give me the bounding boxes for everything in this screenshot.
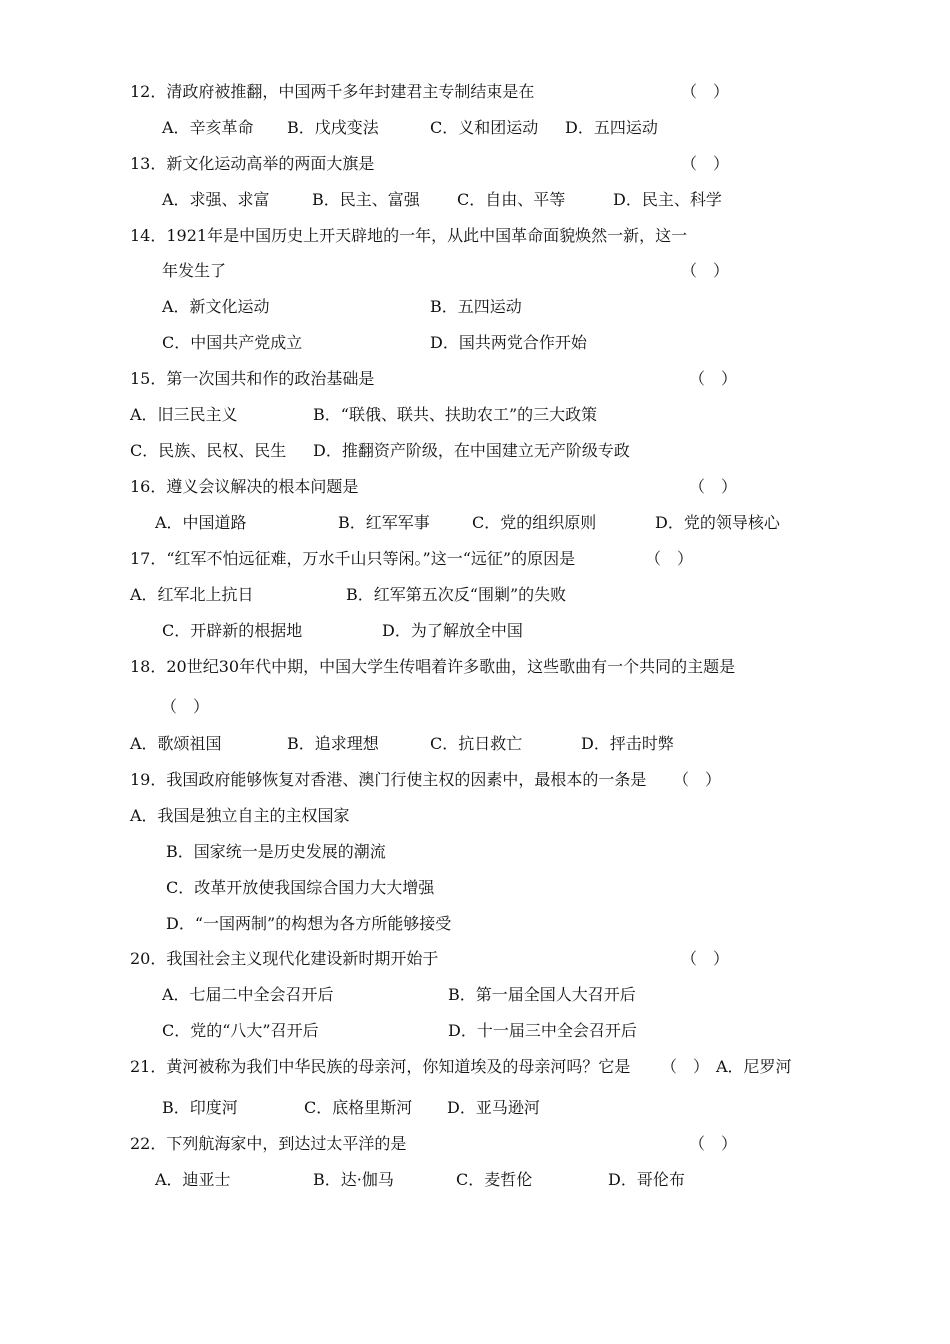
question-19-stem: 19．我国政府能够恢复对香港、澳门行使主权的因素中，最根本的一条是 xyxy=(130,770,647,789)
question-18-option-c: C．抗日救亡 xyxy=(430,734,523,753)
question-19-option-d: D．“一国两制”的构想为各方所能够接受 xyxy=(166,914,452,933)
question-22-stem: 22．下列航海家中，到达过太平洋的是 xyxy=(130,1134,407,1153)
question-12-option-d: D．五四运动 xyxy=(565,118,658,137)
question-21-option-b: B．印度河 xyxy=(162,1098,238,1117)
question-15-option-c: C．民族、民权、民生 xyxy=(130,441,287,460)
question-15-option-b: B．“联俄、联共、扶助农工”的三大政策 xyxy=(313,405,598,424)
question-22-option-b: B．达·伽马 xyxy=(313,1170,394,1189)
question-18-option-b: B．追求理想 xyxy=(287,734,379,753)
question-16-option-d: D．党的领导核心 xyxy=(655,513,780,532)
question-17-stem: 17．“红军不怕远征难，万水千山只等闲。”这一“远征”的原因是 xyxy=(130,549,576,568)
question-15-option-d: D．推翻资产阶级，在中国建立无产阶级专政 xyxy=(313,441,630,460)
question-21-stem: 21．黄河被称为我们中华民族的母亲河，你知道埃及的母亲河吗？它是 xyxy=(130,1057,631,1076)
question-22-answer-paren: （ ） xyxy=(689,1134,738,1153)
question-18-answer-paren: （ ） xyxy=(161,697,210,716)
question-14-answer-paren: （ ） xyxy=(681,261,730,280)
question-17-option-c: C．开辟新的根据地 xyxy=(162,621,303,640)
question-22-option-a: A．迪亚士 xyxy=(155,1170,231,1189)
question-18-option-a: A．歌颂祖国 xyxy=(130,734,222,753)
question-13-stem: 13．新文化运动高举的两面大旗是 xyxy=(130,154,375,173)
question-20-option-c: C．党的“八大”召开后 xyxy=(162,1021,319,1040)
question-16-answer-paren: （ ） xyxy=(689,477,738,496)
question-12-stem: 12．清政府被推翻，中国两千多年封建君主专制结束是在 xyxy=(130,82,535,101)
question-16-option-c: C．党的组织原则 xyxy=(472,513,597,532)
question-13-option-b: B．民主、富强 xyxy=(312,190,420,209)
question-14-stem-line2: 年发生了 xyxy=(162,261,227,280)
question-16-option-a: A．中国道路 xyxy=(155,513,247,532)
question-12-option-c: C．义和团运动 xyxy=(430,118,539,137)
question-15-stem: 15．第一次国共和作的政治基础是 xyxy=(130,369,375,388)
question-20-option-d: D．十一届三中全会召开后 xyxy=(448,1021,637,1040)
question-14-option-c: C．中国共产党成立 xyxy=(162,333,303,352)
question-14-option-a: A．新文化运动 xyxy=(162,297,270,316)
question-20-option-b: B．第一届全国人大召开后 xyxy=(448,985,636,1004)
question-12-option-b: B．戊戌变法 xyxy=(287,118,379,137)
question-22-option-c: C．麦哲伦 xyxy=(456,1170,533,1189)
question-17-option-d: D．为了解放全中国 xyxy=(382,621,523,640)
question-21-option-d: D．亚马逊河 xyxy=(447,1098,540,1117)
question-14-option-b: B．五四运动 xyxy=(430,297,522,316)
question-15-option-a: A．旧三民主义 xyxy=(130,405,238,424)
question-21-option-c: C．底格里斯河 xyxy=(304,1098,413,1117)
question-20-answer-paren: （ ） xyxy=(681,949,730,968)
question-16-stem: 16．遵义会议解决的根本问题是 xyxy=(130,477,359,496)
question-21-answer-paren: （ ） xyxy=(661,1057,710,1076)
question-13-option-c: C．自由、平等 xyxy=(457,190,566,209)
question-14-stem-line1: 14．1921年是中国历史上开天辟地的一年，从此中国革命面貌焕然一新，这一 xyxy=(130,226,688,245)
question-19-answer-paren: （ ） xyxy=(673,770,722,789)
question-20-stem: 20．我国社会主义现代化建设新时期开始于 xyxy=(130,949,439,968)
question-15-answer-paren: （ ） xyxy=(689,369,738,388)
question-18-option-d: D．抨击时弊 xyxy=(581,734,674,753)
question-12-option-a: A．辛亥革命 xyxy=(162,118,254,137)
question-13-option-d: D．民主、科学 xyxy=(613,190,722,209)
question-19-option-b: B．国家统一是历史发展的潮流 xyxy=(166,842,386,861)
question-17-answer-paren: （ ） xyxy=(645,549,694,568)
question-17-option-a: A．红军北上抗日 xyxy=(130,585,254,604)
question-13-answer-paren: （ ） xyxy=(681,154,730,173)
question-18-stem: 18．20世纪30年代中期，中国大学生传唱着许多歌曲，这些歌曲有一个共同的主题是 xyxy=(130,657,736,676)
question-16-option-b: B．红军军事 xyxy=(338,513,430,532)
question-17-option-b: B．红军第五次反“围剿”的失败 xyxy=(346,585,567,604)
question-12-answer-paren: （ ） xyxy=(681,82,730,101)
question-22-option-d: D．哥伦布 xyxy=(608,1170,685,1189)
question-13-option-a: A．求强、求富 xyxy=(162,190,270,209)
question-19-option-c: C．改革开放使我国综合国力大大增强 xyxy=(166,878,435,897)
question-14-option-d: D．国共两党合作开始 xyxy=(430,333,587,352)
question-19-option-a: A．我国是独立自主的主权国家 xyxy=(130,806,350,825)
question-21-option-a: A．尼罗河 xyxy=(716,1057,792,1076)
question-20-option-a: A．七届二中全会召开后 xyxy=(162,985,334,1004)
